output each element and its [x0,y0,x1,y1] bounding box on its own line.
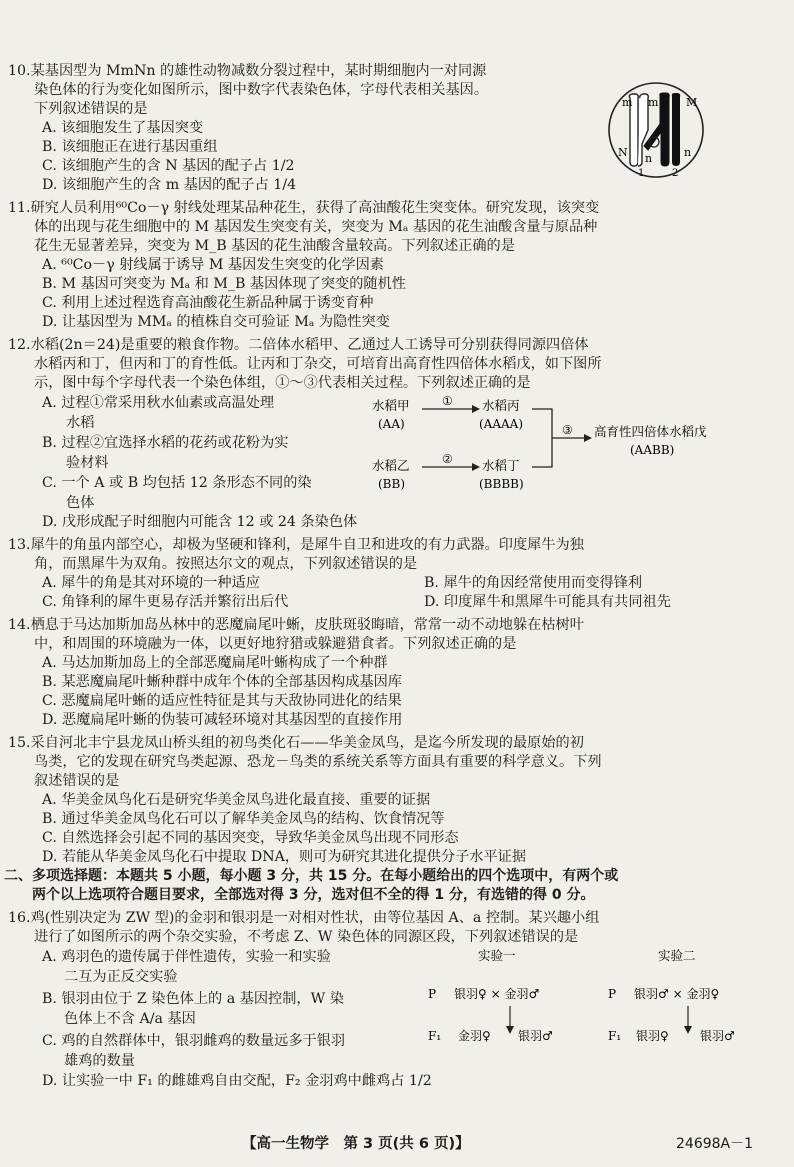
text-line: B. 通过华美金凤鸟化石可以了解华美金凤鸟的结构、饮食情况等 [42,811,445,827]
rice-wu-genome: (AABB) [630,443,675,457]
text-line: 色体上不含 A/a 基因 [64,1011,196,1027]
text-line: D. 恶魔扁尾叶蜥的伪装可减轻环境对其基因型的直接作用 [42,712,403,728]
e1-P-label: P [428,987,437,1001]
e1-f1-female: 金羽♀ [458,1029,491,1043]
text-line: D. 戊形成配子时细胞内可能含 12 或 24 条染色体 [42,514,358,530]
rice-jia-label: 水稻甲 [372,398,410,413]
text-line: D. 印度犀牛和黑犀牛可能具有共同祖先 [424,594,671,610]
text-line: B. 犀牛的角因经常使用而变得锋利 [424,575,643,591]
text-line: C. 恶魔扁尾叶蜥的适应性特征是其与天敌协同进化的结果 [42,693,402,709]
text-line: B. 某恶魔扁尾叶蜥种群中成年个体的全部基因构成基因库 [42,674,402,690]
text-line: A. ⁶⁰Co－γ 射线属于诱导 M 基因发生突变的化学因素 [42,257,384,273]
rice-yi-genome: (BB) [378,477,405,491]
e2-P-label: P [608,987,617,1001]
section-heading-line: 二、多项选择题：本题共 5 小题，每小题 3 分，共 15 分。在每小题给出的四个选项中，有两个或 [4,868,619,884]
text-line: D. 让实验一中 F₁ 的雌雄鸡自由交配，F₂ 金羽鸡中雌鸡占 1/2 [42,1073,432,1089]
e1-f1-male: 银羽♂ [518,1029,553,1043]
text-line: A. 鸡羽色的遗传属于伴性遗传，实验一和实验 [42,949,331,965]
text-line: 15.采自河北丰宁县龙凤山桥头组的初鸟类化石——华美金凤鸟，是迄今所发现的最原始的初 [8,735,584,751]
e2-f1-male: 银羽♂ [700,1029,735,1043]
e2-F1-label: F₁ [608,1029,622,1043]
rice-bing-label: 水稻丙 [482,398,520,413]
chromosome-number-2: 2 [672,168,679,179]
text-line: B. 该细胞正在进行基因重组 [42,139,218,155]
text-line: 叙述错误的是 [34,773,120,789]
text-line: 验材料 [66,455,109,471]
text-line: 11.研究人员利用⁶⁰Co－γ 射线处理某品种花生，获得了高油酸花生突变体。研究发现，该突变 [8,200,600,216]
process-1-label: ① [442,394,453,408]
experiment-1-title: 实验一 [478,948,516,963]
text-line: 色体 [66,495,95,511]
chromosome-figure [598,80,718,180]
text-line: 16.鸡(性别决定为 ZW 型)的金羽和银羽是一对相对性状，由等位基因 A、a 控制。某兴趣小组 [8,910,600,926]
gene-label-n1: n [645,152,653,165]
text-line: A. 犀牛的角是其对环境的一种适应 [42,575,260,591]
rice-wu-label: 高育性四倍体水稻戊 [594,424,707,439]
text-line: C. 角锋利的犀牛更易存活并繁衍出后代 [42,594,289,610]
text-line: 中，和周围的环境融为一体，以更好地狩猎或躲避猎食者。下列叙述正确的是 [34,636,517,652]
text-line: B. M 基因可突变为 Mₐ 和 M_B 基因体现了突变的随机性 [42,276,406,292]
text-line: 鸟类，它的发现在研究鸟类起源、恐龙－鸟类的系统关系等方面具有重要的科学意义。下列 [34,754,602,770]
text-line: A. 该细胞发生了基因突变 [42,120,204,136]
text-line: A. 马达加斯加岛上的全部恶魔扁尾叶蜥构成了一个种群 [42,655,388,671]
gene-label-m2: m [648,96,659,109]
text-line: C. 利用上述过程选育高油酸花生新品种属于诱变育种 [42,295,374,311]
text-line: C. 一个 A 或 B 均包括 12 条形态不同的染 [42,475,312,491]
text-line: 13.犀牛的角虽内部空心，却极为坚硬和锋利，是犀牛自卫和进攻的有力武器。印度犀牛为独 [8,537,584,553]
process-3-label: ③ [562,423,573,437]
text-line: B. 银羽由位于 Z 染色体上的 a 基因控制，W 染 [42,991,344,1007]
text-line: 角，而黑犀牛为双角。按照达尔文的观点，下列叙述错误的是 [34,556,418,572]
gene-label-M: M [686,96,698,109]
text-line: 示，图中每个字母代表一个染色体组，①～③代表相关过程。下列叙述正确的是 [34,375,531,391]
experiment-2-title: 实验二 [658,948,696,963]
rice-yi-label: 水稻乙 [372,458,410,473]
e2-f1-female: 银羽♀ [636,1029,669,1043]
e1-parents: 银羽♀ × 金羽♂ [454,987,540,1001]
e2-parents: 银羽♂ × 金羽♀ [634,987,720,1001]
chromosome-number-1: 1 [638,168,645,179]
text-line: D. 若能从华美金凤鸟化石中提取 DNA，则可为研究其进化提供分子水平证据 [42,849,527,865]
text-line: 二互为正反交实验 [64,969,178,985]
text-line: C. 该细胞产生的含 N 基因的配子占 1/2 [42,158,295,174]
text-line: C. 自然选择会引起不同的基因突变，导致华美金凤鸟出现不同形态 [42,830,459,846]
text-line: D. 该细胞产生的含 m 基因的配子占 1/4 [42,177,297,193]
text-line: 花生无显著差异，突变为 M_B 基因的花生油酸含量较高。下列叙述正确的是 [34,238,515,254]
rice-bing-genome: (AAAA) [479,417,524,431]
process-2-label: ② [442,452,453,466]
page-footer: 【高一生物学 第 3 页(共 6 页)】 [242,1136,470,1152]
text-line: 14.栖息于马达加斯加岛丛林中的恶魔扁尾叶蜥，皮肤斑驳晦暗，常常一动不动地躲在枯树叶 [8,617,584,633]
exam-code: 24698A－1 [676,1136,754,1152]
text-line: 体的出现与花生细胞中的 M 基因发生突变有关，突变为 Mₐ 基因的花生油酸含量与原品种 [34,219,598,235]
text-line: C. 鸡的自然群体中，银羽雌鸡的数量远多于银羽 [42,1033,346,1049]
chicken-cross-figure [418,940,758,1050]
gene-label-n2: n [684,146,692,159]
e1-F1-label: F₁ [428,1029,442,1043]
text-line: D. 让基因型为 MMₐ 的植株自交可验证 Mₐ 为隐性突变 [42,314,390,330]
text-line: 水稻 [66,415,95,431]
text-line: 下列叙述错误的是 [34,101,148,117]
rice-ding-label: 水稻丁 [482,458,520,473]
gene-label-N: N [618,146,628,159]
text-line: 10.某基因型为 MmNn 的雄性动物减数分裂过程中，某时期细胞内一对同源 [8,63,487,79]
rice-breeding-figure [362,394,762,504]
text-line: 雄鸡的数量 [64,1053,135,1069]
gene-label-m1: m [622,96,633,109]
text-line: 水稻丙和丁，但丙和丁的育性低。让丙和丁杂交，可培育出高育性四倍体水稻戊，如下图所 [34,356,602,372]
text-line: B. 过程②宜选择水稻的花药或花粉为实 [42,435,289,451]
text-line: 12.水稻(2n＝24)是重要的粮食作物。二倍体水稻甲、乙通过人工诱导可分别获得同源四倍体 [8,337,589,353]
text-line: 进行了如图所示的两个杂交实验，不考虑 Z、W 染色体的同源区段，下列叙述错误的是 [34,929,579,945]
section-heading-line: 两个以上选项符合题目要求，全部选对得 3 分，选对但不全的得 1 分，有选错的得 0 分。 [32,887,595,903]
rice-jia-genome: (AA) [378,417,405,431]
text-line: A. 过程①常采用秋水仙素或高温处理 [42,395,275,411]
rice-ding-genome: (BBBB) [479,477,524,491]
text-line: A. 华美金凤鸟化石是研究华美金凤鸟进化最直接、重要的证据 [42,792,431,808]
text-line: 染色体的行为变化如图所示，图中数字代表染色体，字母代表相关基因。 [34,82,489,98]
